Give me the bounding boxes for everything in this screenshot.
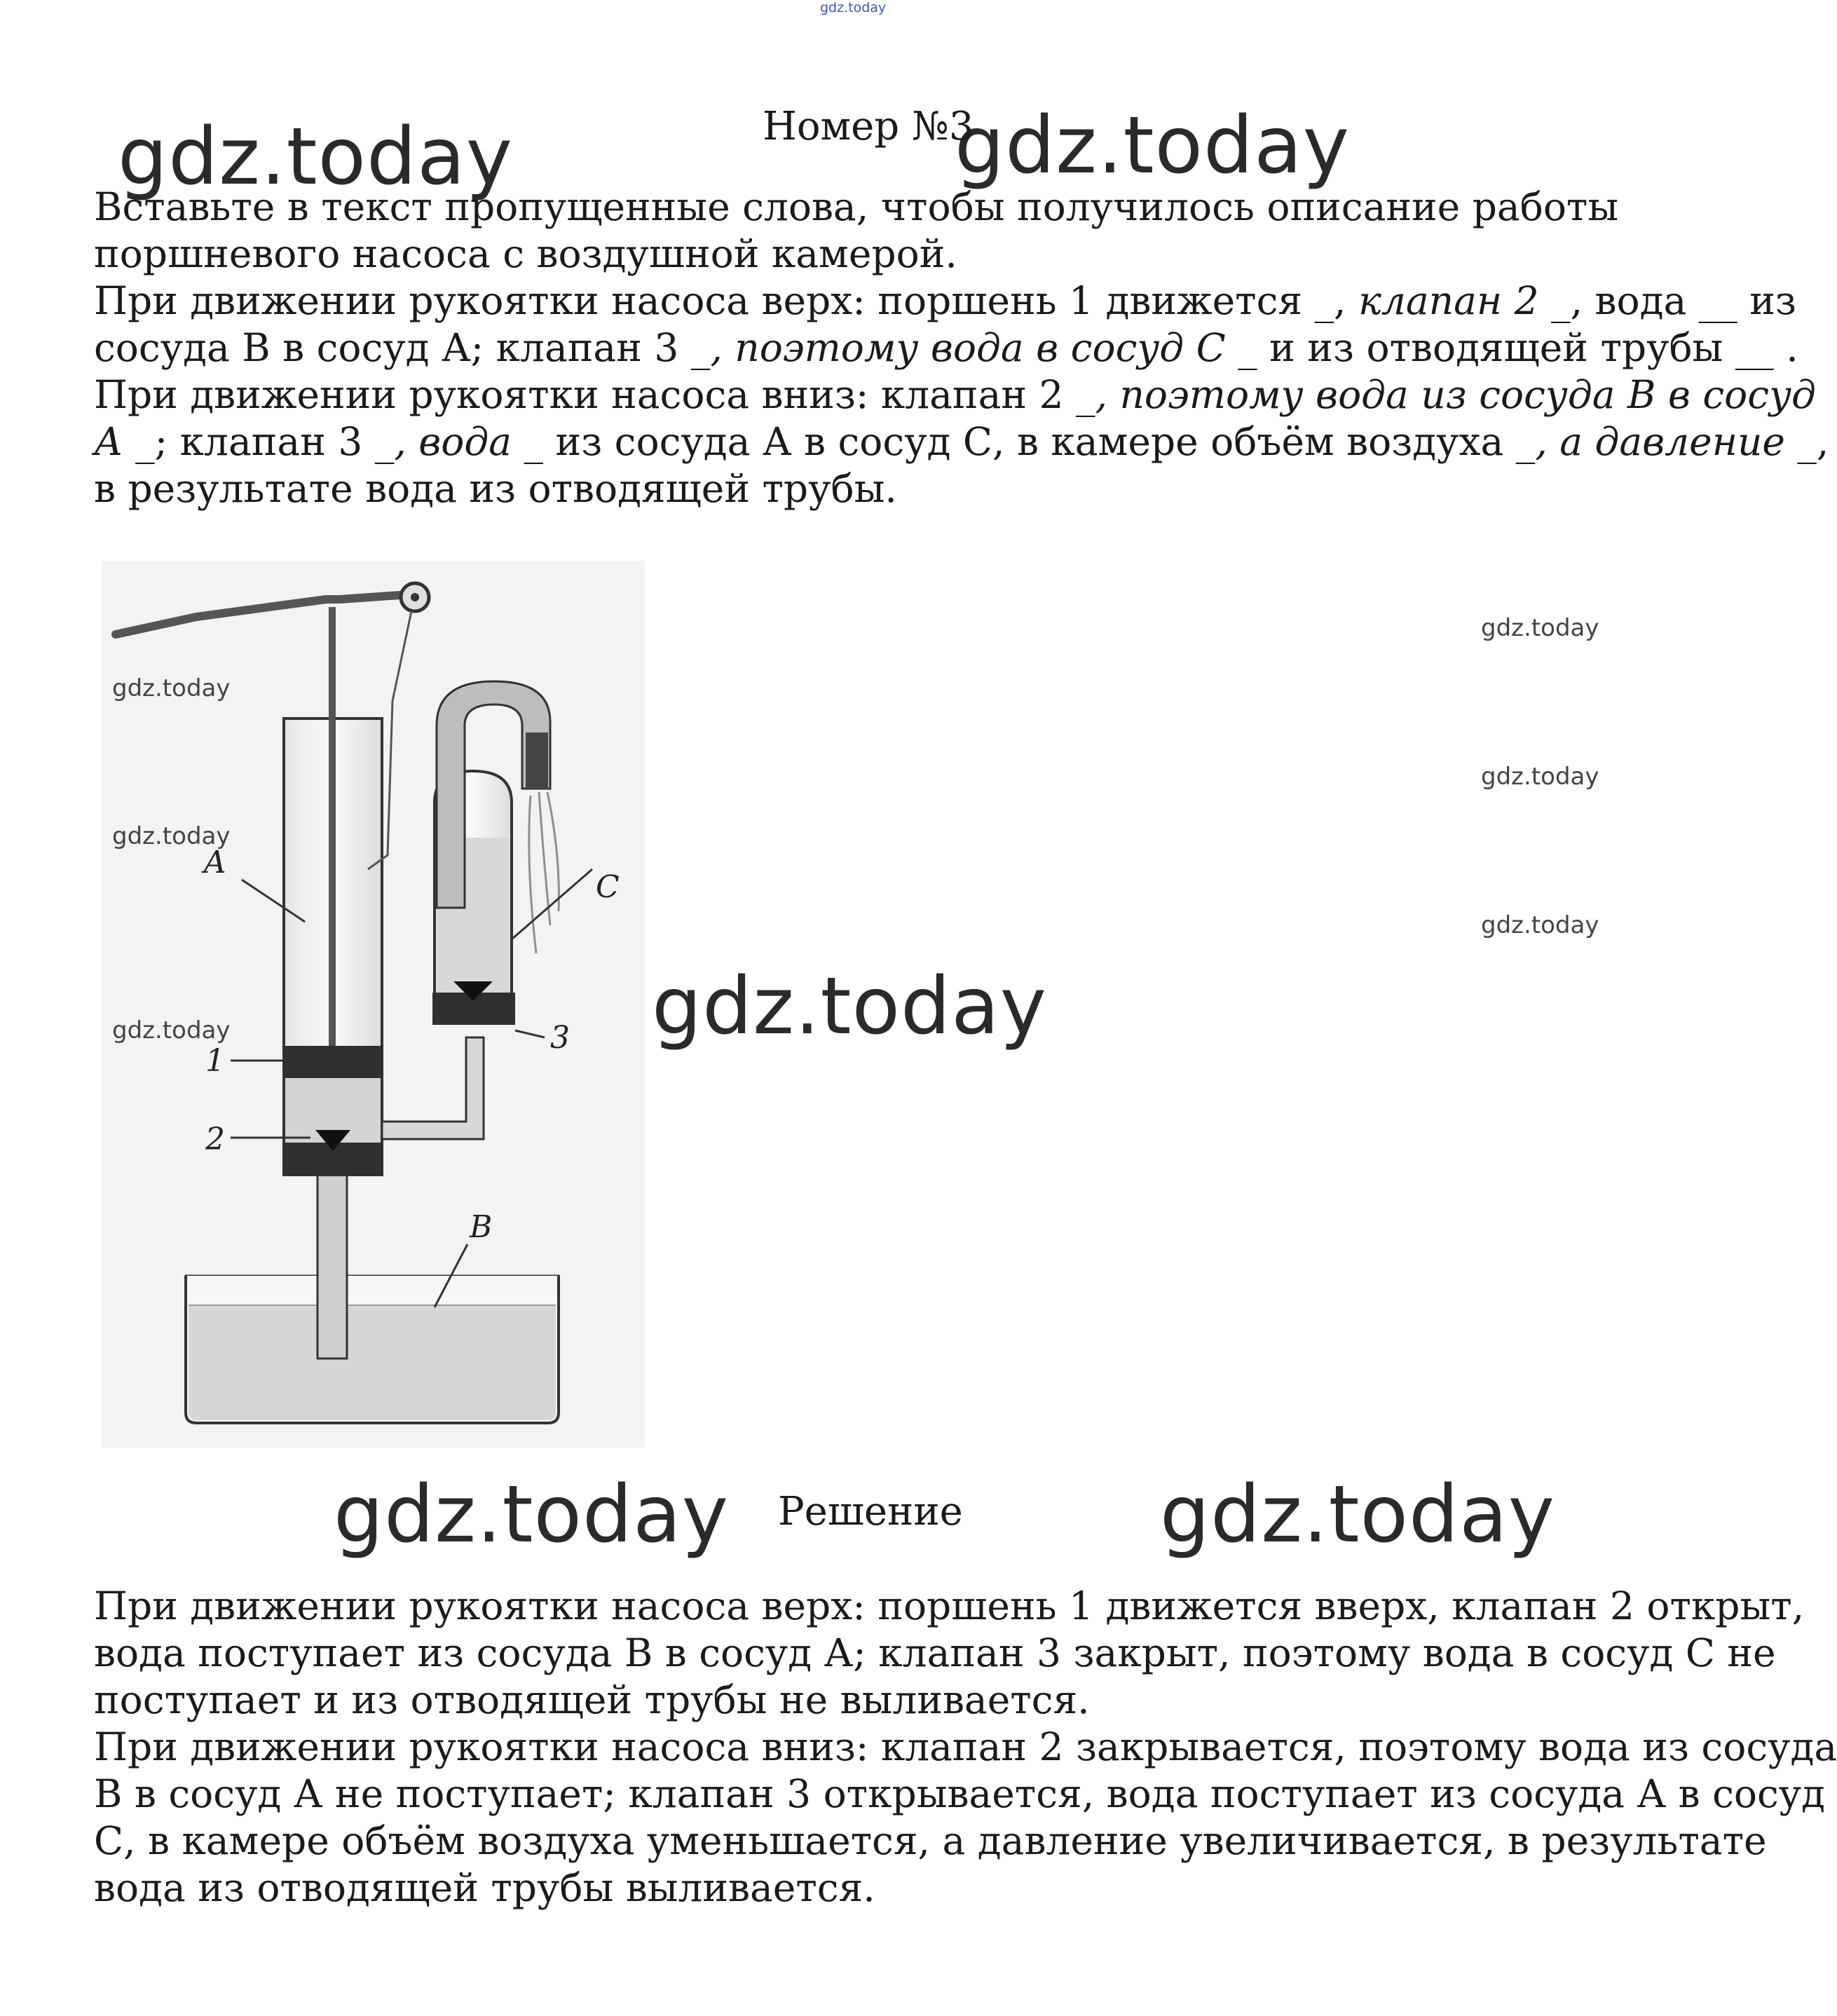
solution-line: В в сосуд А не поступает; клапан 3 открывается, вода поступает из сосуда А в сосуд — [94, 1771, 1826, 1816]
solution-text — [94, 1583, 1837, 1912]
task-down-line-1 — [94, 372, 1816, 418]
label-2: 2 — [205, 1122, 225, 1157]
text-segment: , вода __ из — [1570, 278, 1796, 323]
task-down-line-3: в результате вода из отводящей трубы. — [94, 466, 897, 511]
text-segment: При движении рукоятки насоса верх: поршень 1 движется _, — [94, 278, 1359, 323]
label-c: С — [596, 869, 620, 905]
inlet-pipe — [317, 1171, 347, 1358]
label-3: 3 — [550, 1020, 570, 1056]
watermark-big-1: gdz.today — [118, 111, 514, 203]
task-up-line-2 — [94, 325, 1798, 372]
watermark-small-2: gdz.today — [1481, 763, 1599, 791]
task-down-line-2 — [94, 418, 1829, 465]
watermark-small-4: gdz.today — [112, 674, 231, 702]
text-segment: При движении рукоятки насоса вниз: клапан 2 _ — [94, 372, 1095, 417]
label-1: 1 — [205, 1043, 225, 1079]
solution-title: Решение — [778, 1489, 963, 1534]
text-segment-italic: , поэтому вода в сосуд С _ — [710, 325, 1257, 370]
text-segment-italic: А _ — [94, 419, 155, 464]
solution-line: вода поступает из сосуда В в сосуд А; клапан 3 закрыт, поэтому вода в сосуд С не — [94, 1630, 1776, 1675]
text-segment: , — [1816, 419, 1829, 464]
solution-line: поступает и из отводящей трубы не выливается. — [94, 1677, 1090, 1722]
text-segment: ; клапан 3 _ — [154, 419, 395, 464]
text-segment-italic: , а давление _ — [1535, 419, 1817, 464]
watermark-small-6: gdz.today — [112, 1016, 231, 1044]
text-segment-italic: , поэтому вода из сосуда В в сосуд — [1095, 372, 1816, 417]
solution-line: С, в камере объём воздуха уменьшается, а давление увеличивается, в результате — [94, 1818, 1767, 1863]
water-stream — [529, 792, 559, 953]
air-chamber-c — [432, 681, 559, 1025]
watermark-big-3: gdz.today — [652, 961, 1048, 1052]
text-segment: и из отводящей трубы __ . — [1257, 325, 1798, 370]
connecting-pipe — [382, 1037, 484, 1139]
text-segment: сосуда В в сосуд А; клапан 3 _ — [94, 325, 711, 370]
label-a: А — [203, 845, 227, 880]
task-intro-line-1: Вставьте в текст пропущенные слова, чтобы получилось описание работы — [94, 184, 1619, 229]
top-watermark: gdz.today — [820, 0, 887, 15]
watermark-big-2: gdz.today — [955, 100, 1351, 191]
task-intro-line-2: поршневого насоса с воздушной камерой. — [94, 231, 957, 276]
solution-line: вода из отводящей трубы выливается. — [94, 1865, 875, 1910]
task-up-line-1 — [94, 278, 1796, 325]
text-segment: из сосуда А в сосуд С, в камере объём воздуха _ — [543, 419, 1536, 464]
watermark-big-5: gdz.today — [1160, 1469, 1556, 1560]
watermark-small-5: gdz.today — [112, 822, 231, 850]
task-text — [94, 184, 1829, 512]
watermark-small-1: gdz.today — [1481, 614, 1599, 642]
solution-line: При движении рукоятки насоса вниз: клапан 2 закрывается, поэтому вода из сосуда — [94, 1724, 1837, 1769]
watermark-big-4: gdz.today — [334, 1469, 730, 1560]
solution-line: При движении рукоятки насоса верх: поршень 1 движется вверх, клапан 2 открыт, — [94, 1583, 1805, 1628]
page-title: Номер №3 — [763, 104, 974, 149]
text-segment-italic: клапан 2 _ — [1358, 278, 1571, 323]
piston-1 — [282, 1046, 383, 1078]
watermark-small-3: gdz.today — [1481, 911, 1599, 939]
label-b: В — [470, 1209, 493, 1245]
text-segment-italic: , вода _ — [394, 419, 544, 464]
basin-b — [186, 1276, 559, 1423]
